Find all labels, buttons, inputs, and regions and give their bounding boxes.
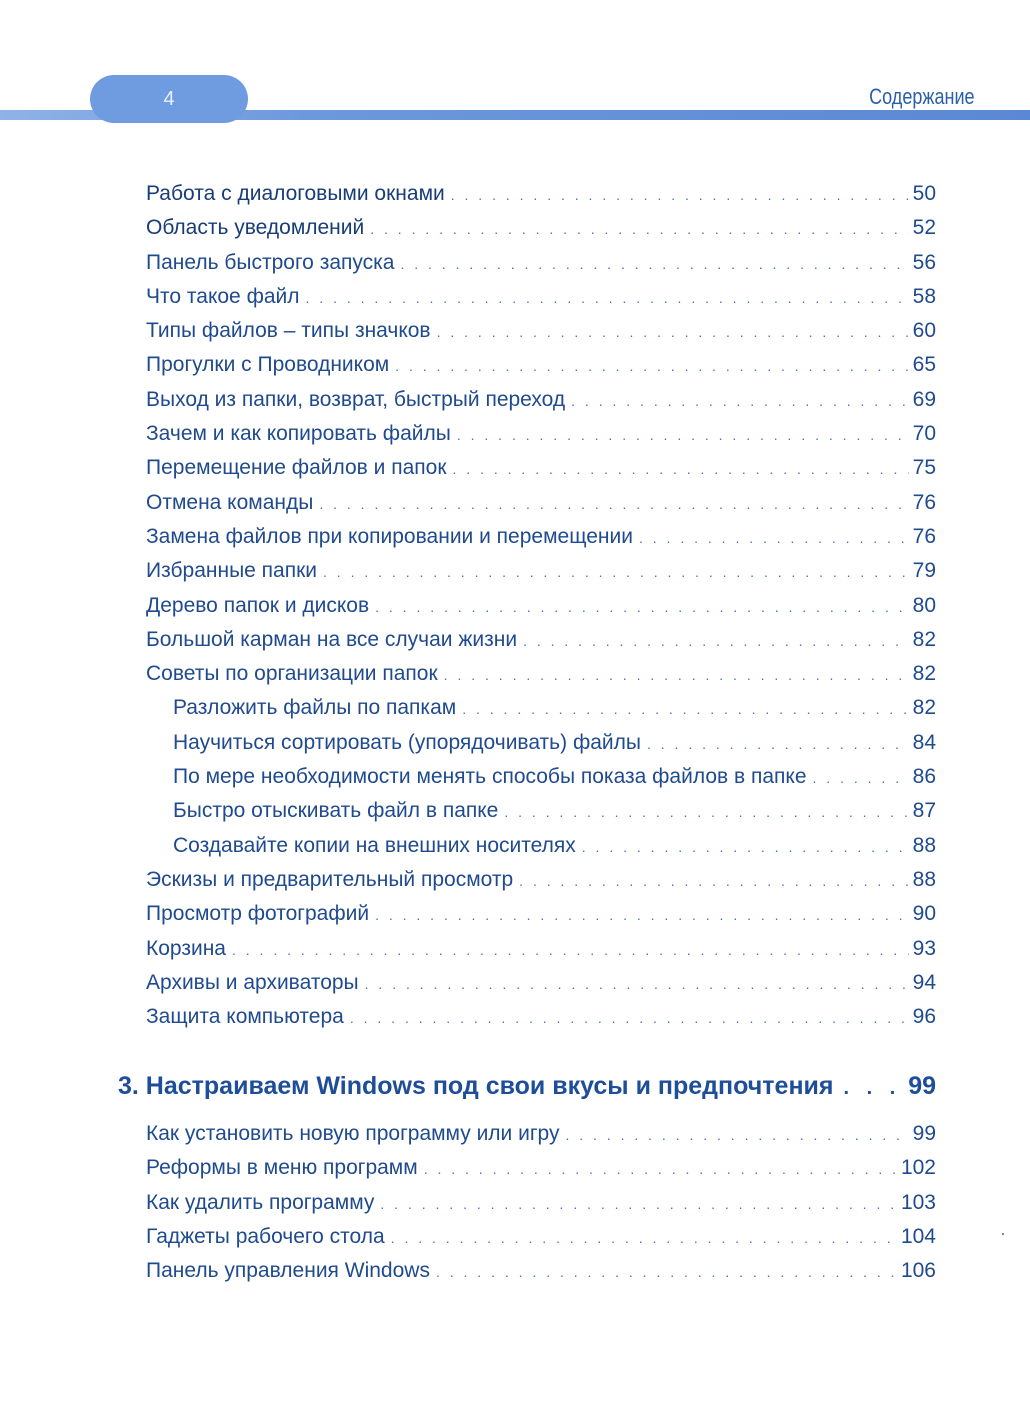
toc-entry-page: 99: [912, 1122, 936, 1145]
toc-entry[interactable]: [146, 491, 936, 525]
toc-entry-title: По мере необходимости менять способы показа файлов в папке: [173, 765, 807, 789]
toc-entry[interactable]: [146, 971, 936, 1005]
dot-leader: [380, 1196, 897, 1212]
toc-entry-title: Избранные папки: [146, 559, 318, 583]
dot-leader: [365, 976, 909, 992]
toc-entry-page: 88: [912, 833, 936, 857]
dot-leader: [323, 564, 909, 580]
dot-leader: [391, 1230, 897, 1246]
chapter-page: 99: [908, 1072, 936, 1100]
dot-leader: [375, 599, 909, 615]
toc-entry-title: Зачем и как копировать файлы: [146, 422, 451, 446]
toc-entry-page: 76: [912, 524, 936, 548]
toc-entry[interactable]: [146, 902, 936, 936]
toc-entry[interactable]: [146, 662, 936, 696]
dot-leader: [375, 907, 909, 923]
toc-entry-page: 84: [912, 730, 936, 754]
dot-leader: [424, 1161, 897, 1177]
dot-leader: [395, 358, 908, 374]
toc-entry-page: 102: [900, 1156, 936, 1180]
toc-entry[interactable]: [146, 1191, 936, 1225]
toc-entry-title: Дерево папок и дисков: [146, 593, 370, 617]
toc-entry[interactable]: [146, 1005, 936, 1039]
page-number-tab: [90, 75, 248, 123]
toc-entry[interactable]: [146, 251, 936, 285]
dot-leader: [319, 496, 908, 512]
toc-entry[interactable]: [146, 559, 936, 593]
toc-entry[interactable]: [146, 319, 936, 353]
toc-entry[interactable]: [146, 937, 936, 971]
toc-entry-page: 87: [912, 799, 936, 823]
toc-entry-page: 82: [912, 627, 936, 651]
toc-entry-page: 79: [912, 559, 936, 583]
chapter-leader: [844, 1077, 903, 1100]
toc-entry-page: 50: [912, 182, 936, 205]
dot-leader: [565, 1127, 908, 1143]
toc-entry[interactable]: [146, 834, 936, 868]
toc-entry[interactable]: [146, 525, 936, 559]
toc-entry[interactable]: [146, 353, 936, 387]
toc-entry-page: 106: [900, 1259, 936, 1283]
dot-leader: [306, 290, 909, 306]
chapter-heading[interactable]: [118, 1072, 936, 1101]
toc-entry-title: Работа с диалоговыми окнами: [146, 182, 445, 205]
toc-entry-page: 52: [912, 216, 936, 240]
toc-entry[interactable]: [146, 731, 936, 765]
toc-entry-title: Разложить файлы по папкам: [173, 696, 457, 720]
toc-entry-title: Выход из папки, возврат, быстрый переход: [146, 387, 566, 411]
toc-entry-page: 104: [900, 1224, 936, 1248]
toc-entry[interactable]: [146, 696, 936, 730]
chapter-title: 3. Настраиваем Windows под свои вкусы и предпочтения: [118, 1072, 834, 1100]
dot-leader: [436, 1264, 897, 1280]
dot-leader: [437, 324, 909, 340]
toc-entry[interactable]: [146, 456, 936, 490]
toc-entry[interactable]: [146, 422, 936, 456]
toc-entry-title: Как удалить программу: [146, 1190, 375, 1214]
toc-entry[interactable]: [146, 216, 936, 250]
toc-entry-title: Гаджеты рабочего стола: [146, 1224, 385, 1248]
toc-entry-title: Как установить новую программу или игру: [146, 1122, 560, 1145]
toc-entry[interactable]: [146, 1122, 936, 1156]
dot-leader: [523, 633, 909, 649]
toc-entry[interactable]: [146, 799, 936, 833]
toc-entry[interactable]: [146, 1259, 936, 1293]
toc-entry-title: Прогулки с Проводником: [146, 353, 390, 377]
toc-list-chapter-3: [146, 1122, 936, 1293]
toc-entry[interactable]: [146, 628, 936, 662]
toc-entry-title: Перемещение файлов и папок: [146, 456, 447, 480]
dot-leader: [451, 187, 909, 203]
scan-speck: [1002, 1233, 1004, 1235]
dot-leader: [370, 221, 908, 237]
dot-leader: [504, 804, 908, 820]
toc-entry-title: Большой карман на все случаи жизни: [146, 627, 518, 651]
toc-entry-page: 65: [912, 353, 936, 377]
toc-entry-page: 56: [912, 250, 936, 274]
toc-entry-page: 82: [912, 662, 936, 686]
toc-entry-title: Реформы в меню программ: [146, 1156, 418, 1180]
toc-list: [146, 182, 936, 1039]
dot-leader: [400, 256, 908, 272]
dot-leader: [457, 427, 909, 443]
toc-entry-title: Область уведомлений: [146, 216, 365, 240]
toc-entry-page: 70: [912, 422, 936, 446]
toc-entry-page: 80: [912, 593, 936, 617]
toc-entry-page: 96: [912, 1005, 936, 1029]
toc-entry-page: 60: [912, 319, 936, 343]
dot-leader: [647, 736, 909, 752]
toc-entry-title: Быстро отыскивать файл в папке: [173, 799, 499, 823]
toc-entry-title: Корзина: [146, 936, 226, 960]
toc-entry-page: 76: [912, 490, 936, 514]
toc-entry[interactable]: [146, 182, 936, 216]
dot-leader: [571, 393, 909, 409]
toc-entry-title: Архивы и архиваторы: [146, 970, 359, 994]
toc-entry-title: Просмотр фотографий: [146, 902, 370, 926]
section-title: Содержание: [869, 84, 975, 109]
toc-entry-page: 88: [912, 867, 936, 891]
toc-entry-page: 58: [912, 284, 936, 308]
toc-entry[interactable]: [146, 285, 936, 319]
toc-entry-page: 90: [912, 902, 936, 926]
toc-entry[interactable]: [146, 765, 936, 799]
dot-leader: [582, 839, 909, 855]
toc-entry-title: Типы файлов – типы значков: [146, 319, 431, 343]
toc-entry-page: 69: [912, 387, 936, 411]
toc-entry-page: 93: [912, 936, 936, 960]
toc-entry-page: 103: [900, 1190, 936, 1214]
toc-entry-title: Эскизы и предварительный просмотр: [146, 867, 514, 891]
toc-entry-title: Защита компьютера: [146, 1005, 344, 1029]
dot-leader: [232, 942, 909, 958]
toc-entry-title: Замена файлов при копировании и перемещении: [146, 524, 633, 548]
toc-entry-title: Создавайте копии на внешних носителях: [173, 833, 576, 857]
toc-entry-page: 82: [912, 696, 936, 720]
toc-entry[interactable]: [146, 594, 936, 628]
dot-leader: [350, 1010, 909, 1026]
toc-entry-page: 94: [912, 970, 936, 994]
dot-leader: [453, 461, 909, 477]
toc-entry[interactable]: [146, 868, 936, 902]
toc-entry[interactable]: [146, 388, 936, 422]
toc-entry-title: Советы по организации папок: [146, 662, 438, 686]
toc-entry-title: Панель управления Windows: [146, 1259, 430, 1283]
toc-entry[interactable]: [146, 1156, 936, 1190]
dot-leader: [519, 873, 908, 889]
dot-leader: [639, 530, 909, 546]
dot-leader: [813, 770, 909, 786]
toc-entry-page: 75: [912, 456, 936, 480]
dot-leader: [444, 667, 909, 683]
toc-entry-title: Отмена команды: [146, 490, 314, 514]
dot-leader: [462, 701, 908, 717]
page-number: 4: [163, 87, 175, 110]
toc-entry-title: Что такое файл: [146, 284, 300, 308]
toc-entry-page: 86: [912, 765, 936, 789]
toc-entry[interactable]: [146, 1225, 936, 1259]
toc-entry-title: Панель быстрого запуска: [146, 250, 395, 274]
toc-entry-title: Научиться сортировать (упорядочивать) файлы: [173, 730, 641, 754]
